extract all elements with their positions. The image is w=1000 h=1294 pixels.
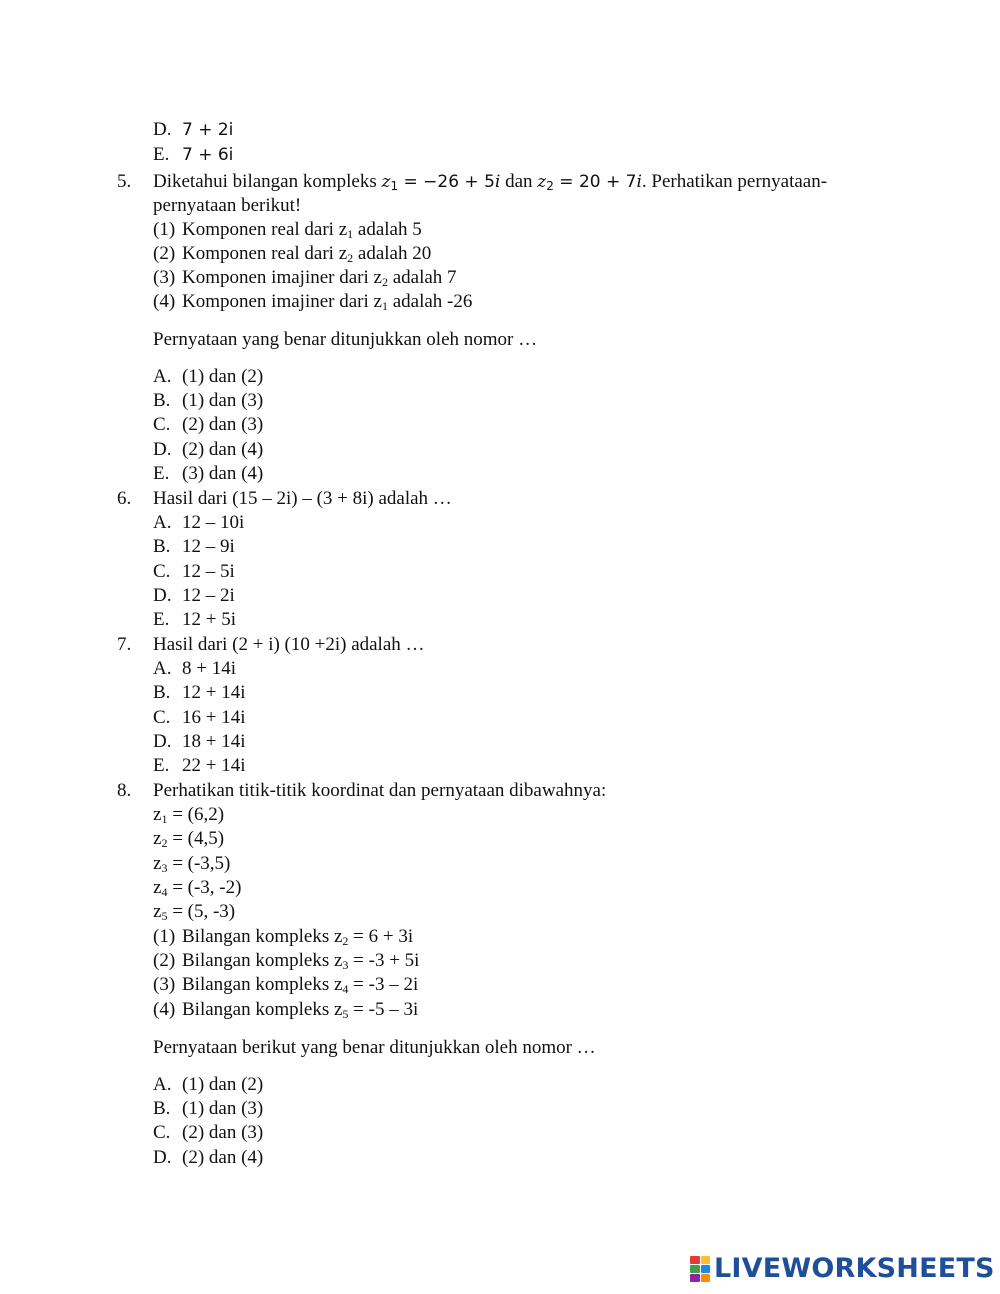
q5-intro-text: Diketahui bilangan kompleks (153, 171, 377, 192)
q7-number: 7. (117, 634, 132, 655)
q7-question: Hasil dari (2 + i) (10 +2i) adalah … (153, 634, 425, 655)
q8-option-a[interactable]: A. (1) dan (2) (153, 1074, 264, 1095)
q5-statement-4: (4) Komponen imajiner dari $z_1$ adalah -26 (153, 291, 473, 313)
q6-question: Hasil dari (15 – 2i) – (3 + 8i) adalah … (153, 488, 452, 509)
q6-number: 6. (117, 488, 132, 509)
q7-option-b[interactable]: B. 12 + 14i (153, 682, 246, 703)
liveworksheets-logo-icon (690, 1256, 710, 1282)
q8-point-z3: $z_3 = (-3,5)$ (153, 853, 231, 875)
q8-point-z5: $z_5 = (5$, -3) (153, 901, 236, 923)
z1-equation: $z_1 = -26 + 5i$ (381, 172, 501, 193)
option-label: E. (153, 144, 170, 165)
q5-number: 5. (117, 171, 132, 192)
liveworksheets-logo-text: LIVEWORKSHEETS (714, 1252, 995, 1284)
q5-option-e[interactable]: E. (3) dan (4) (153, 463, 264, 484)
option-label: D. (153, 119, 172, 140)
q8-option-d[interactable]: D. (2) dan (4) (153, 1147, 264, 1168)
logo-square (701, 1256, 711, 1264)
liveworksheets-logo (690, 1254, 995, 1284)
q5-option-b[interactable]: B. (1) dan (3) (153, 390, 264, 411)
q8-statement-3: (3) Bilangan kompleks $z_4 = -3 - 2i$ (153, 974, 419, 996)
q7-option-e[interactable]: E. 22 + 14i (153, 755, 246, 776)
q6-option-c[interactable]: C. 12 – 5i (153, 561, 235, 582)
z2-equation: $z_2 = 20 + 7i$ (537, 172, 642, 193)
q5-intro-text-b: . Perhatikan pernyataan- (641, 171, 828, 192)
q8-statement-1: (1) Bilangan kompleks $z_2 = 6 + 3i$ (153, 926, 414, 948)
q8-point-z2: $z_2 = (4,5)$ (153, 828, 225, 850)
q5-statement-1: (1) Komponen real dari $z_1$ adalah 5 (153, 219, 422, 241)
q8-statement-2: (2) Bilangan kompleks $z_3 = -3 + 5i$ (153, 950, 420, 972)
q8-option-b[interactable]: B. (1) dan (3) (153, 1098, 264, 1119)
q5-option-c[interactable]: C. (2) dan (3) (153, 414, 264, 435)
logo-square (690, 1265, 700, 1273)
q5-dan: dan (505, 171, 533, 192)
option-math: 7 + 2i (182, 120, 234, 140)
q4-option-e (153, 143, 233, 167)
option-math: 7 + 6i (182, 145, 234, 165)
q6-option-b[interactable]: B. 12 – 9i (153, 536, 235, 557)
q8-number: 8. (117, 780, 132, 801)
logo-square (701, 1274, 711, 1282)
q5-intro (153, 170, 827, 194)
q6-option-a[interactable]: A. 12 – 10i (153, 512, 245, 533)
q8-option-c[interactable]: C. (2) dan (3) (153, 1122, 264, 1143)
q6-option-e[interactable]: E. 12 + 5i (153, 609, 236, 630)
q7-option-c[interactable]: C. 16 + 14i (153, 707, 246, 728)
q5-option-d[interactable]: D. (2) dan (4) (153, 439, 264, 460)
q8-question-2: Pernyataan berikut yang benar ditunjukkan oleh nomor … (153, 1037, 596, 1058)
q7-option-d[interactable]: D. 18 + 14i (153, 731, 246, 752)
q5-question: Pernyataan yang benar ditunjukkan oleh nomor … (153, 329, 538, 350)
q5-statement-2: (2) Komponen real dari $z_2$ adalah 20 (153, 243, 432, 265)
logo-square (690, 1274, 700, 1282)
q5-statement-3: (3) Komponen imajiner dari $z_2$ adalah 7 (153, 267, 457, 289)
q8-point-z4: $z_4 = (-3$, -2) (153, 877, 242, 899)
logo-square (690, 1256, 700, 1264)
q5-option-a[interactable]: A. (1) dan (2) (153, 366, 264, 387)
logo-square (701, 1265, 711, 1273)
q8-statement-4: (4) Bilangan kompleks $z_5 = -5 - 3i$ (153, 999, 419, 1021)
q6-option-d[interactable]: D. 12 – 2i (153, 585, 235, 606)
q8-point-z1: $z_1 = (6,2)$ (153, 804, 225, 826)
q5-intro-continued: pernyataan berikut! (153, 195, 302, 216)
q8-question: Perhatikan titik-titik koordinat dan pernyataan dibawahnya: (153, 780, 607, 801)
q7-option-a[interactable]: A. 8 + 14i (153, 658, 236, 679)
q4-option-d (153, 118, 233, 142)
